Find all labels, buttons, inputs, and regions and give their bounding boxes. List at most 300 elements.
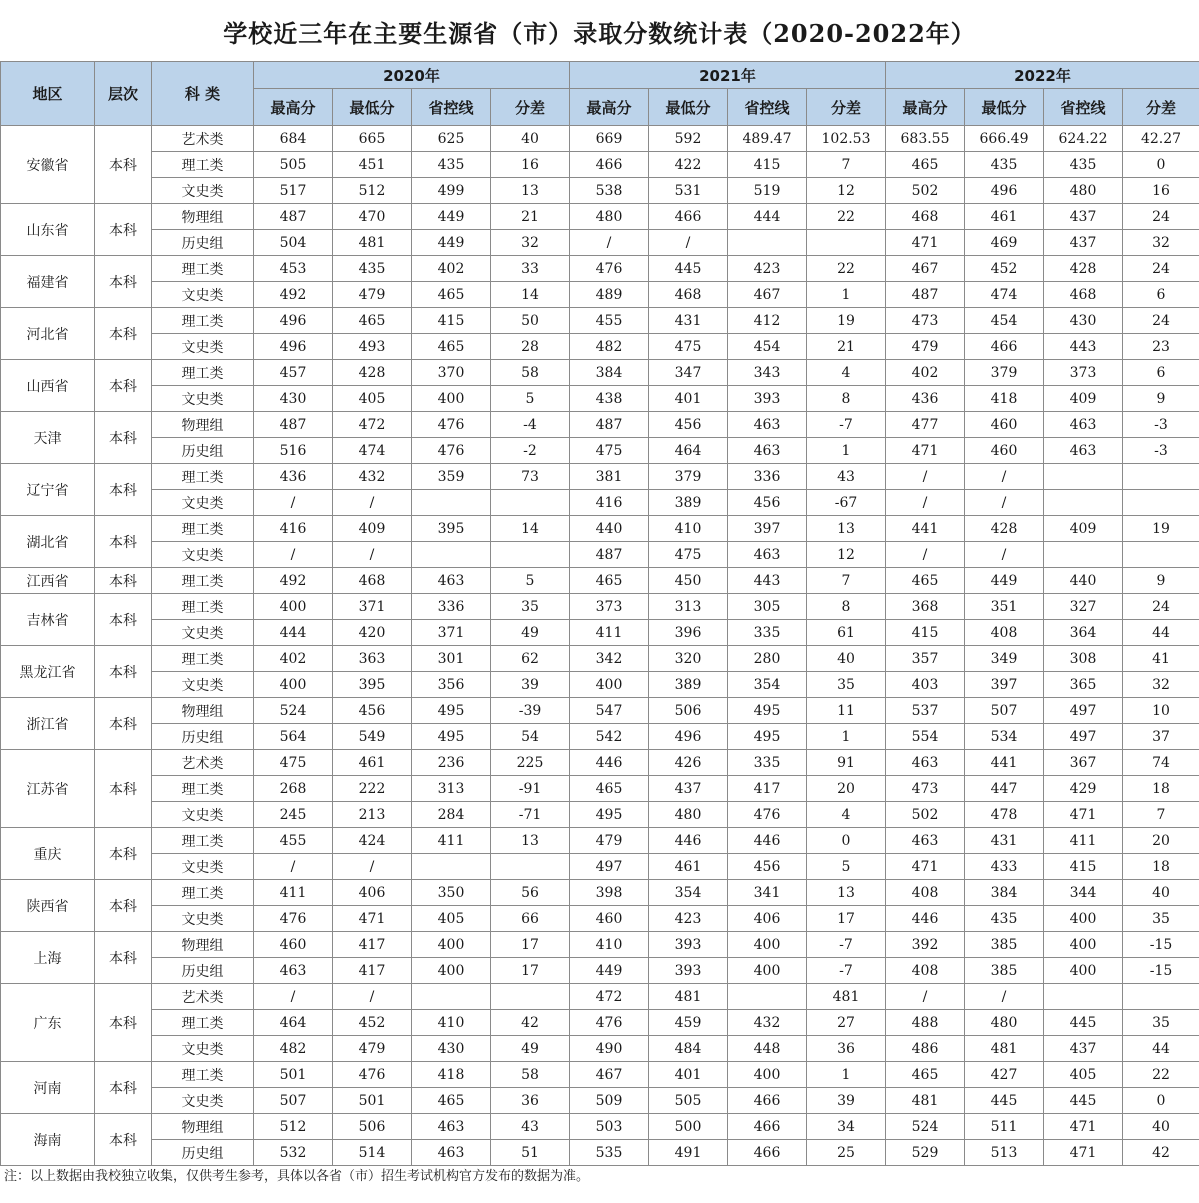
score-cell: -7 (807, 958, 886, 984)
score-cell: 417 (333, 958, 412, 984)
score-cell: 357 (886, 646, 965, 672)
subject-cell: 文史类 (152, 672, 254, 698)
subject-cell: 理工类 (152, 464, 254, 490)
score-cell: 475 (649, 542, 728, 568)
score-cell: 389 (649, 672, 728, 698)
score-cell: 393 (728, 386, 807, 412)
score-cell (1123, 542, 1199, 568)
score-cell: 40 (1123, 1114, 1199, 1140)
score-cell: 547 (570, 698, 649, 724)
score-cell: 400 (728, 932, 807, 958)
score-cell: 446 (649, 828, 728, 854)
score-cell (1044, 464, 1123, 490)
score-cell: 448 (728, 1036, 807, 1062)
header-min: 最低分 (649, 89, 728, 126)
table-header (1, 62, 1199, 126)
score-cell: 22 (807, 204, 886, 230)
score-cell: 512 (333, 178, 412, 204)
score-cell: 490 (570, 1036, 649, 1062)
score-cell: 479 (570, 828, 649, 854)
score-cell: 400 (1044, 932, 1123, 958)
score-cell: 371 (412, 620, 491, 646)
score-cell: -71 (491, 802, 570, 828)
score-cell: 466 (728, 1114, 807, 1140)
table-row (1, 906, 1199, 932)
score-cell: 403 (886, 672, 965, 698)
level-cell: 本科 (95, 464, 152, 516)
score-cell: 463 (886, 828, 965, 854)
table-row (1, 1010, 1199, 1036)
score-cell: 418 (412, 1062, 491, 1088)
score-cell: 481 (807, 984, 886, 1010)
score-cell: 467 (570, 1062, 649, 1088)
table-row (1, 386, 1199, 412)
score-cell: 454 (965, 308, 1044, 334)
score-cell: / (570, 230, 649, 256)
score-cell: 489 (570, 282, 649, 308)
table-row (1, 646, 1199, 672)
score-cell: 684 (254, 126, 333, 152)
score-cell (1044, 984, 1123, 1010)
score-cell: 444 (728, 204, 807, 230)
subject-cell: 文史类 (152, 386, 254, 412)
score-cell: 401 (649, 1062, 728, 1088)
subject-cell: 理工类 (152, 360, 254, 386)
score-cell: 395 (333, 672, 412, 698)
score-cell: 9 (1123, 568, 1199, 594)
score-cell: 0 (1123, 1088, 1199, 1114)
score-cell: 488 (886, 1010, 965, 1036)
score-cell: 341 (728, 880, 807, 906)
score-cell: 465 (570, 568, 649, 594)
score-cell: 514 (333, 1140, 412, 1166)
score-cell: 451 (333, 152, 412, 178)
score-cell: 437 (1044, 1036, 1123, 1062)
score-cell: 503 (570, 1114, 649, 1140)
score-cell: 42 (491, 1010, 570, 1036)
score-cell: 513 (965, 1140, 1044, 1166)
score-cell: 23 (1123, 334, 1199, 360)
score-cell: 482 (254, 1036, 333, 1062)
score-cell: 535 (570, 1140, 649, 1166)
score-cell: 6 (1123, 282, 1199, 308)
score-cell: 436 (886, 386, 965, 412)
score-cell: 400 (1044, 906, 1123, 932)
subject-cell: 物理组 (152, 1114, 254, 1140)
score-cell: -2 (491, 438, 570, 464)
subject-cell: 物理组 (152, 932, 254, 958)
score-cell: 509 (570, 1088, 649, 1114)
score-cell: 400 (570, 672, 649, 698)
subject-cell: 文史类 (152, 854, 254, 880)
score-cell: 501 (254, 1062, 333, 1088)
score-cell: 371 (333, 594, 412, 620)
score-cell: 411 (1044, 828, 1123, 854)
region-cell: 重庆 (1, 828, 95, 880)
score-cell: 471 (886, 854, 965, 880)
level-cell: 本科 (95, 516, 152, 568)
score-cell (412, 984, 491, 1010)
score-cell: 507 (254, 1088, 333, 1114)
score-cell: 20 (807, 776, 886, 802)
region-cell: 浙江省 (1, 698, 95, 750)
score-cell: 25 (807, 1140, 886, 1166)
score-cell: 11 (807, 698, 886, 724)
score-cell: 418 (965, 386, 1044, 412)
score-cell: 225 (491, 750, 570, 776)
score-cell: 379 (965, 360, 1044, 386)
score-cell: 37 (1123, 724, 1199, 750)
score-cell: 1 (807, 724, 886, 750)
score-cell: / (886, 464, 965, 490)
score-cell: 457 (254, 360, 333, 386)
score-cell: 18 (1123, 854, 1199, 880)
level-cell: 本科 (95, 880, 152, 932)
score-cell: 392 (886, 932, 965, 958)
level-cell: 本科 (95, 698, 152, 750)
score-cell: 433 (965, 854, 1044, 880)
score-cell: 54 (491, 724, 570, 750)
score-cell: 102.53 (807, 126, 886, 152)
subject-cell: 理工类 (152, 828, 254, 854)
score-cell: 479 (333, 282, 412, 308)
score-cell: 313 (412, 776, 491, 802)
score-cell: 13 (491, 178, 570, 204)
table-row (1, 516, 1199, 542)
table-row (1, 984, 1199, 1010)
score-cell: 496 (649, 724, 728, 750)
region-cell: 湖北省 (1, 516, 95, 568)
score-cell: 24 (1123, 256, 1199, 282)
region-cell: 陕西省 (1, 880, 95, 932)
score-cell: 245 (254, 802, 333, 828)
score-cell (728, 984, 807, 1010)
region-cell: 安徽省 (1, 126, 95, 204)
score-cell: 431 (649, 308, 728, 334)
header-diff: 分差 (491, 89, 570, 126)
score-cell: 466 (965, 334, 1044, 360)
score-cell: 537 (886, 698, 965, 724)
score-cell: 24 (1123, 308, 1199, 334)
score-cell (1123, 984, 1199, 1010)
score-cell: -15 (1123, 958, 1199, 984)
header-subject: 科 类 (152, 62, 254, 126)
score-cell: 384 (965, 880, 1044, 906)
score-cell: 74 (1123, 750, 1199, 776)
table-row (1, 620, 1199, 646)
score-cell: 431 (965, 828, 1044, 854)
score-cell: 42 (1123, 1140, 1199, 1166)
table-row (1, 282, 1199, 308)
score-cell: 313 (649, 594, 728, 620)
score-cell: -39 (491, 698, 570, 724)
score-cell: 456 (649, 412, 728, 438)
table-body (1, 126, 1199, 1166)
score-cell: 268 (254, 776, 333, 802)
score-cell: 424 (333, 828, 412, 854)
score-cell: 456 (333, 698, 412, 724)
score-cell: 473 (886, 308, 965, 334)
table-row (1, 1140, 1199, 1166)
table-row (1, 828, 1199, 854)
score-cell: 426 (649, 750, 728, 776)
score-cell: 500 (649, 1114, 728, 1140)
score-cell: 479 (333, 1036, 412, 1062)
subject-cell: 理工类 (152, 594, 254, 620)
score-cell: 441 (965, 750, 1044, 776)
score-cell: 368 (886, 594, 965, 620)
score-cell: 463 (886, 750, 965, 776)
score-cell: 505 (254, 152, 333, 178)
header-year-2020: 2020年 (254, 62, 570, 89)
score-cell: 529 (886, 1140, 965, 1166)
score-cell: 393 (649, 932, 728, 958)
score-cell: 401 (649, 386, 728, 412)
subject-cell: 物理组 (152, 698, 254, 724)
score-cell: 7 (1123, 802, 1199, 828)
score-cell: 432 (728, 1010, 807, 1036)
score-cell: 480 (649, 802, 728, 828)
score-cell: 428 (965, 516, 1044, 542)
score-cell: 410 (412, 1010, 491, 1036)
score-cell: 409 (1044, 516, 1123, 542)
header-control-line: 省控线 (728, 89, 807, 126)
score-cell: 381 (570, 464, 649, 490)
score-cell: 373 (570, 594, 649, 620)
score-cell: 484 (649, 1036, 728, 1062)
score-cell: 417 (333, 932, 412, 958)
score-cell: 456 (728, 854, 807, 880)
score-cell: / (886, 542, 965, 568)
score-cell: 475 (254, 750, 333, 776)
score-cell: 519 (728, 178, 807, 204)
score-cell: 471 (886, 438, 965, 464)
score-cell: 468 (333, 568, 412, 594)
score-cell: 480 (1044, 178, 1123, 204)
score-cell: 463 (728, 412, 807, 438)
score-cell: 17 (491, 932, 570, 958)
score-cell: -91 (491, 776, 570, 802)
header-max: 最高分 (886, 89, 965, 126)
level-cell: 本科 (95, 646, 152, 698)
score-cell: 347 (649, 360, 728, 386)
score-cell: 479 (886, 334, 965, 360)
region-cell: 海南 (1, 1114, 95, 1166)
table-row (1, 230, 1199, 256)
score-cell: 409 (333, 516, 412, 542)
score-cell (412, 542, 491, 568)
score-cell: 17 (807, 906, 886, 932)
subject-cell: 文史类 (152, 1036, 254, 1062)
score-cell: 16 (1123, 178, 1199, 204)
score-cell: 20 (1123, 828, 1199, 854)
score-cell: 335 (728, 750, 807, 776)
score-cell: 349 (965, 646, 1044, 672)
score-cell: 32 (1123, 672, 1199, 698)
score-cell: 436 (254, 464, 333, 490)
score-cell: 415 (412, 308, 491, 334)
score-cell: / (886, 984, 965, 1010)
level-cell: 本科 (95, 828, 152, 880)
page-title: 学校近三年在主要生源省（市）录取分数统计表（2020-2022年） (223, 19, 976, 48)
score-cell: 492 (254, 568, 333, 594)
score-cell: 430 (412, 1036, 491, 1062)
subject-cell: 历史组 (152, 230, 254, 256)
score-cell: 463 (728, 542, 807, 568)
score-cell: 308 (1044, 646, 1123, 672)
score-cell: 44 (1123, 620, 1199, 646)
score-cell: 465 (886, 568, 965, 594)
score-cell: 408 (965, 620, 1044, 646)
score-cell: 532 (254, 1140, 333, 1166)
score-cell: 342 (570, 646, 649, 672)
score-cell: 1 (807, 1062, 886, 1088)
level-cell: 本科 (95, 126, 152, 204)
score-cell: 502 (886, 802, 965, 828)
score-cell: 469 (965, 230, 1044, 256)
score-cell: 400 (254, 672, 333, 698)
score-cell: 411 (570, 620, 649, 646)
subject-cell: 物理组 (152, 412, 254, 438)
score-cell: 465 (333, 308, 412, 334)
score-cell: 40 (807, 646, 886, 672)
score-cell: 445 (965, 1088, 1044, 1114)
score-cell: 487 (886, 282, 965, 308)
score-cell: 14 (491, 282, 570, 308)
score-cell: 456 (728, 490, 807, 516)
score-cell: 406 (333, 880, 412, 906)
score-cell: 423 (728, 256, 807, 282)
score-cell: 472 (570, 984, 649, 1010)
score-cell: 8 (807, 386, 886, 412)
score-cell: 461 (333, 750, 412, 776)
score-cell: 486 (886, 1036, 965, 1062)
score-cell: 40 (1123, 880, 1199, 906)
score-cell: 440 (1044, 568, 1123, 594)
score-cell: 49 (491, 1036, 570, 1062)
level-cell: 本科 (95, 1114, 152, 1166)
score-cell: 367 (1044, 750, 1123, 776)
score-cell: 444 (254, 620, 333, 646)
score-cell: 474 (333, 438, 412, 464)
header-min: 最低分 (965, 89, 1044, 126)
table-row (1, 360, 1199, 386)
subject-cell: 文史类 (152, 1088, 254, 1114)
score-cell: 564 (254, 724, 333, 750)
score-cell (491, 984, 570, 1010)
header-control-line: 省控线 (1044, 89, 1123, 126)
score-cell: 428 (333, 360, 412, 386)
score-cell: 400 (412, 958, 491, 984)
score-cell: / (333, 984, 412, 1010)
score-cell: 534 (965, 724, 1044, 750)
level-cell: 本科 (95, 360, 152, 412)
table-row (1, 1114, 1199, 1140)
score-cell: 464 (254, 1010, 333, 1036)
score-cell: 320 (649, 646, 728, 672)
score-cell: 476 (333, 1062, 412, 1088)
score-cell: 410 (570, 932, 649, 958)
score-cell: 465 (570, 776, 649, 802)
table-row (1, 438, 1199, 464)
score-cell: 16 (491, 152, 570, 178)
score-cell: 427 (965, 1062, 1044, 1088)
score-cell: 504 (254, 230, 333, 256)
header-min: 最低分 (333, 89, 412, 126)
score-cell: 506 (649, 698, 728, 724)
score-cell: 402 (886, 360, 965, 386)
score-cell: 460 (965, 412, 1044, 438)
score-cell: 455 (570, 308, 649, 334)
score-cell: 445 (1044, 1088, 1123, 1114)
score-cell: 17 (491, 958, 570, 984)
score-cell: 554 (886, 724, 965, 750)
score-cell: 412 (728, 308, 807, 334)
score-cell: 35 (491, 594, 570, 620)
score-cell: 493 (333, 334, 412, 360)
score-cell: 465 (412, 282, 491, 308)
score-cell: 487 (254, 204, 333, 230)
score-cell: 415 (728, 152, 807, 178)
level-cell: 本科 (95, 204, 152, 256)
score-cell: 19 (1123, 516, 1199, 542)
score-cell: 443 (728, 568, 807, 594)
score-cell: 400 (1044, 958, 1123, 984)
table-row (1, 568, 1199, 594)
score-cell: 379 (649, 464, 728, 490)
score-cell: 408 (886, 880, 965, 906)
score-cell: 480 (965, 1010, 1044, 1036)
score-cell: -15 (1123, 932, 1199, 958)
score-cell: 429 (1044, 776, 1123, 802)
score-cell: 481 (886, 1088, 965, 1114)
score-cell: 463 (728, 438, 807, 464)
score-cell: 12 (807, 542, 886, 568)
level-cell: 本科 (95, 984, 152, 1062)
score-cell: 471 (1044, 1140, 1123, 1166)
subject-cell: 文史类 (152, 178, 254, 204)
score-cell: 624.22 (1044, 126, 1123, 152)
score-cell: 438 (570, 386, 649, 412)
score-cell: 482 (570, 334, 649, 360)
score-cell: 625 (412, 126, 491, 152)
score-cell: 592 (649, 126, 728, 152)
score-cell (1123, 464, 1199, 490)
score-cell: 402 (254, 646, 333, 672)
score-cell: 512 (254, 1114, 333, 1140)
score-cell: 466 (728, 1088, 807, 1114)
subject-cell: 艺术类 (152, 126, 254, 152)
score-cell: 9 (1123, 386, 1199, 412)
score-cell: 8 (807, 594, 886, 620)
score-cell: 666.49 (965, 126, 1044, 152)
score-cell: 461 (649, 854, 728, 880)
score-cell: 35 (1123, 906, 1199, 932)
score-cell: 397 (965, 672, 1044, 698)
score-cell: 4 (807, 360, 886, 386)
score-cell: 22 (1123, 1062, 1199, 1088)
header-level: 层次 (95, 62, 152, 126)
score-cell: 66 (491, 906, 570, 932)
score-cell (807, 230, 886, 256)
score-cell: 481 (649, 984, 728, 1010)
score-cell: 466 (728, 1140, 807, 1166)
score-cell: 428 (1044, 256, 1123, 282)
score-cell (412, 490, 491, 516)
score-cell (491, 490, 570, 516)
score-cell: 511 (965, 1114, 1044, 1140)
table-row (1, 698, 1199, 724)
